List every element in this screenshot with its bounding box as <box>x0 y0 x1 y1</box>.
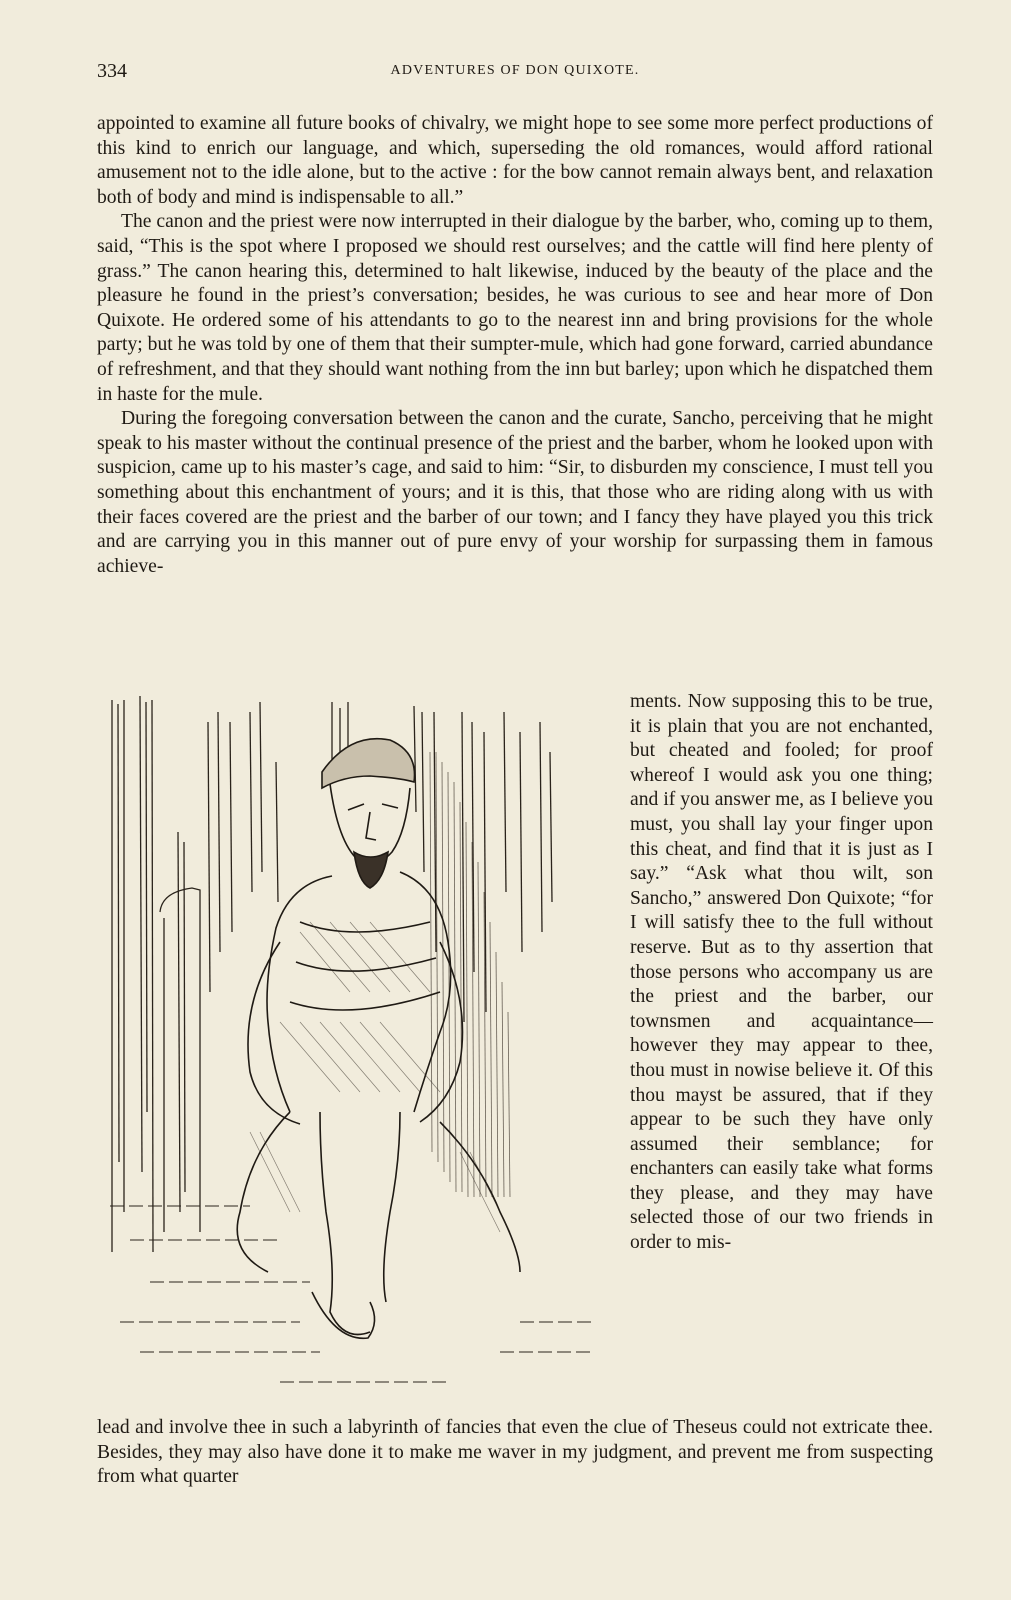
text-block-bottom: lead and involve thee in such a labyrinth of fancies that even the clue of Theseus could not extricate thee. Besides, they may also have done it to make me waver in my judgment, and prevent me from suspecting from what quarter <box>97 1417 933 1488</box>
paragraph: The canon and the priest were now interrupted in their dialogue by the barber, who, coming up to them, said, “This is the spot where I proposed we should rest ourselves; and the cattle will find here plenty of grass.” The canon hearing this, determined to halt likewise, induced by the beauty of the place and the pleasure he found in the priest’s conversation; besides, he was curious to see and hear more of Don Quixote. He ordered some of his attendants to go to the nearest inn and bring provisions for the whole party; but he was told by one of them that their sumpter-mule, which had gone forward, carried abundance of refreshment, and that they should want nothing from the inn but barley; upon which he dispatched them in haste for the mule. <box>97 211 933 405</box>
illustration-don-quixote-in-cage <box>100 692 605 1404</box>
text-column-beside-illustration: ments. Now supposing this to be true, it is plain that you are not enchanted, but cheated and fooled; for proof whereof I would ask you one thing; and if you answer me, as I believe you must, you shall lay your finger upon this cheat, and find that it is just as I say.” “Ask what thou wilt, son Sancho,” answered Don Quixote; “for I will satisfy thee to the full without reserve. But as to thy assertion that those persons who accompany us are the priest and the barber, our townsmen and acquaintance—however they may appear to thee, thou must in nowise believe it. Of this thou mayst be assured, that if they appear to be such they have only assumed their semblance; for enchanters can easily take what forms they please, and they may have selected those of our two friends in order to mis- <box>630 691 933 1254</box>
page-number: 334 <box>97 60 127 82</box>
page-header <box>97 60 933 84</box>
text-block-top <box>97 112 933 579</box>
paragraph-continued: appointed to examine all future books of chivalry, we might hope to see some more perfect productions of this kind to enrich our language, and which, superseding the old romances, would afford rational amusement not to the idle alone, but to the active : for the bow cannot remain always bent, and relaxation both of body and mind is indispensable to all.” <box>97 113 933 208</box>
running-head: ADVENTURES OF DON QUIXOTE. <box>390 63 640 78</box>
paragraph: During the foregoing conversation between the canon and the curate, Sancho, perceiving that he might speak to his master without the continual presence of the priest and the barber, whom he looked upon with suspicion, came up to his master’s cage, and said to him: “Sir, to disburden my conscience, I must tell you something about this enchantment of yours; and it is this, that those who are riding along with us with their faces covered are the priest and the barber of our town; and I fancy they have played you this trick and are carrying you in this manner out of pure envy of your worship for surpassing them in famous achieve- <box>97 408 933 577</box>
